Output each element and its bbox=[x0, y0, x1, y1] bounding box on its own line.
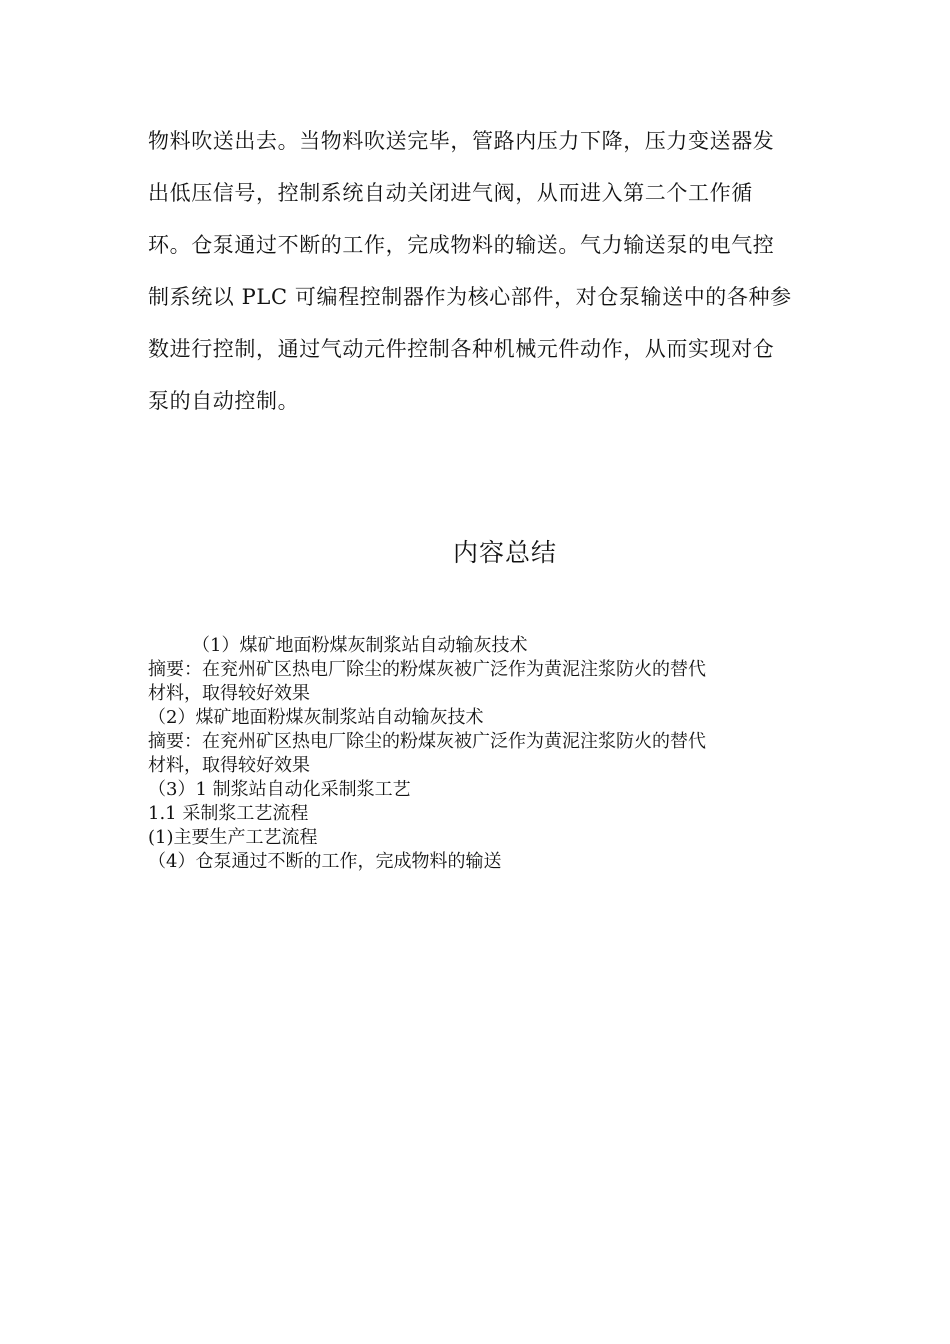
summary-item-heading: （2）煤矿地面粉煤灰制浆站自动输灰技术 bbox=[148, 707, 484, 728]
body-line: 出低压信号，控制系统自动关闭进气阀，从而进入第二个工作循 bbox=[148, 181, 753, 205]
body-line: 制系统以 PLC 可编程控制器作为核心部件，对仓泵输送中的各种参 bbox=[148, 285, 792, 309]
summary-subheading: (1)主要生产工艺流程 bbox=[148, 827, 318, 848]
body-line: 数进行控制，通过气动元件控制各种机械元件动作，从而实现对仓 bbox=[148, 337, 775, 361]
body-line: 环。仓泵通过不断的工作，完成物料的输送。气力输送泵的电气控 bbox=[148, 233, 775, 257]
summary-block bbox=[148, 634, 808, 874]
summary-subheading: 1.1 采制浆工艺流程 bbox=[148, 803, 309, 824]
summary-item-heading: （3）1 制浆站自动化采制浆工艺 bbox=[148, 779, 411, 800]
summary-abstract: 摘要：在兖州矿区热电厂除尘的粉煤灰被广泛作为黄泥注浆防火的替代 bbox=[148, 731, 706, 752]
body-line: 泵的自动控制。 bbox=[148, 389, 300, 413]
summary-item-heading: （1）煤矿地面粉煤灰制浆站自动输灰技术 bbox=[192, 635, 528, 656]
summary-item-heading: （4）仓泵通过不断的工作，完成物料的输送 bbox=[148, 851, 502, 872]
summary-abstract: 材料，取得较好效果 bbox=[148, 683, 310, 704]
summary-abstract: 摘要：在兖州矿区热电厂除尘的粉煤灰被广泛作为黄泥注浆防火的替代 bbox=[148, 659, 706, 680]
body-paragraph bbox=[148, 115, 808, 427]
summary-abstract: 材料，取得较好效果 bbox=[148, 755, 310, 776]
body-line: 物料吹送出去。当物料吹送完毕，管路内压力下降，压力变送器发 bbox=[148, 129, 775, 153]
section-title: 内容总结 bbox=[452, 538, 557, 567]
